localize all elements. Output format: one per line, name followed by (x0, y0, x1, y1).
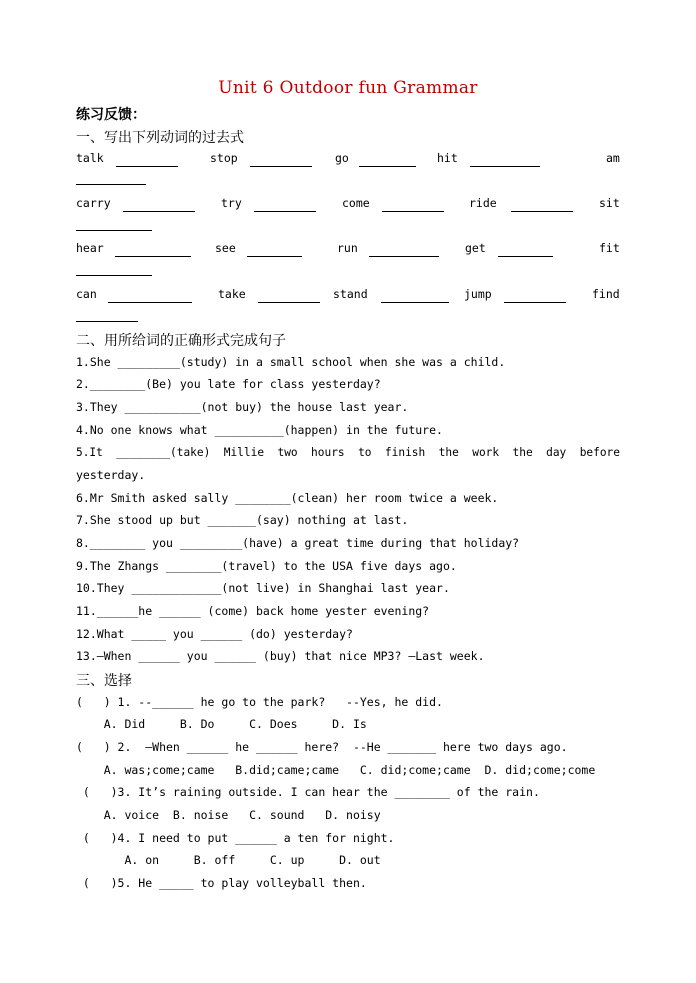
verb-row (76, 241, 620, 259)
answer-blank[interactable] (76, 274, 152, 276)
sentence-item: 6.Mr Smith asked sally ________(clean) her room twice a week. (76, 491, 499, 505)
answer-blank[interactable] (76, 320, 138, 322)
verb-row (76, 196, 620, 214)
sentence-item: 1.She _________(study) in a small school when she was a child. (76, 355, 506, 369)
answer-blank[interactable] (369, 245, 439, 257)
verb-item: carry (76, 196, 111, 210)
sentence-item: 9.The Zhangs ________(travel) to the USA five days ago. (76, 559, 457, 573)
verb-item: hit (437, 151, 458, 165)
choice-options: A. was;come;came B.did;came;came C. did;come;came D. did;come;come (76, 763, 596, 777)
answer-blank[interactable] (123, 200, 195, 212)
verb-item: ride (469, 196, 497, 210)
page-title: Unit 6 Outdoor fun Grammar (218, 78, 478, 98)
verb-row (76, 151, 620, 169)
answer-blank[interactable] (498, 245, 553, 257)
answer-blank[interactable] (254, 200, 316, 212)
answer-blank[interactable] (247, 245, 302, 257)
answer-blank[interactable] (250, 155, 312, 167)
sentence-item: 8.________ you _________(have) a great time during that holiday? (76, 536, 520, 550)
verb-item: come (342, 196, 370, 210)
verb-item: take (218, 287, 246, 301)
verb-row (76, 287, 620, 305)
choice-question: ( )3. It’s raining outside. I can hear the ________ of the rain. (76, 785, 540, 799)
section3-heading: 三、选择 (76, 673, 132, 689)
choice-question: ( ) 2. –When ______ he ______ here? --He _______ here two days ago. (76, 740, 568, 754)
answer-blank[interactable] (511, 200, 573, 212)
answer-blank[interactable] (382, 200, 444, 212)
verb-item: see (215, 241, 236, 255)
answer-blank[interactable] (258, 291, 320, 303)
verb-item: talk (76, 151, 104, 165)
sentence-item: 10.They _____________(not live) in Shanghai last year. (76, 581, 450, 595)
choice-question: ( )4. I need to put ______ a ten for night. (76, 831, 395, 845)
sentence-item: 7.She stood up but _______(say) nothing at last. (76, 513, 409, 527)
verb-item: get (465, 241, 486, 255)
verb-item: go (335, 151, 349, 165)
sentence-item: yesterday. (76, 468, 146, 482)
answer-blank[interactable] (76, 229, 152, 231)
sentence-item: 5.It ________(take) Millie two hours to finish the work the day before (76, 445, 620, 459)
verb-item: jump (464, 287, 492, 301)
verb-item: stop (210, 151, 238, 165)
verb-item: can (76, 287, 97, 301)
choice-question: ( )5. He _____ to play volleyball then. (76, 876, 367, 890)
verb-item: fit (599, 241, 620, 255)
answer-blank[interactable] (470, 155, 540, 167)
answer-blank[interactable] (359, 155, 416, 167)
answer-blank[interactable] (115, 245, 191, 257)
verb-item: hear (76, 241, 104, 255)
feedback-label: 练习反馈： (76, 107, 146, 123)
verb-item: find (592, 287, 620, 301)
verb-item: sit (599, 196, 620, 210)
verb-item: stand (333, 287, 368, 301)
verb-item: am (606, 151, 620, 165)
sentence-item: 13.–When ______ you ______ (buy) that nice MP3? –Last week. (76, 649, 485, 663)
verb-item: try (221, 196, 242, 210)
choice-question: ( ) 1. --______ he go to the park? --Yes, he did. (76, 695, 443, 709)
answer-blank[interactable] (116, 155, 178, 167)
answer-blank[interactable] (381, 291, 449, 303)
verb-item: run (337, 241, 358, 255)
section1-heading: 一、写出下列动词的过去式 (76, 130, 244, 146)
choice-options: A. voice B. noise C. sound D. noisy (76, 808, 381, 822)
sentence-item: 2.________(Be) you late for class yesterday? (76, 377, 381, 391)
answer-blank[interactable] (504, 291, 566, 303)
sentence-item: 4.No one knows what __________(happen) in the future. (76, 423, 443, 437)
choice-options: A. Did B. Do C. Does D. Is (76, 717, 367, 731)
section2-heading: 二、用所给词的正确形式完成句子 (76, 333, 286, 349)
choice-options: A. on B. off C. up D. out (76, 853, 381, 867)
sentence-item: 11.______he ______ (come) back home yester evening? (76, 604, 430, 618)
sentence-item: 12.What _____ you ______ (do) yesterday? (76, 627, 353, 641)
answer-blank[interactable] (76, 183, 146, 185)
sentence-item: 3.They ___________(not buy) the house last year. (76, 400, 409, 414)
answer-blank[interactable] (108, 291, 192, 303)
